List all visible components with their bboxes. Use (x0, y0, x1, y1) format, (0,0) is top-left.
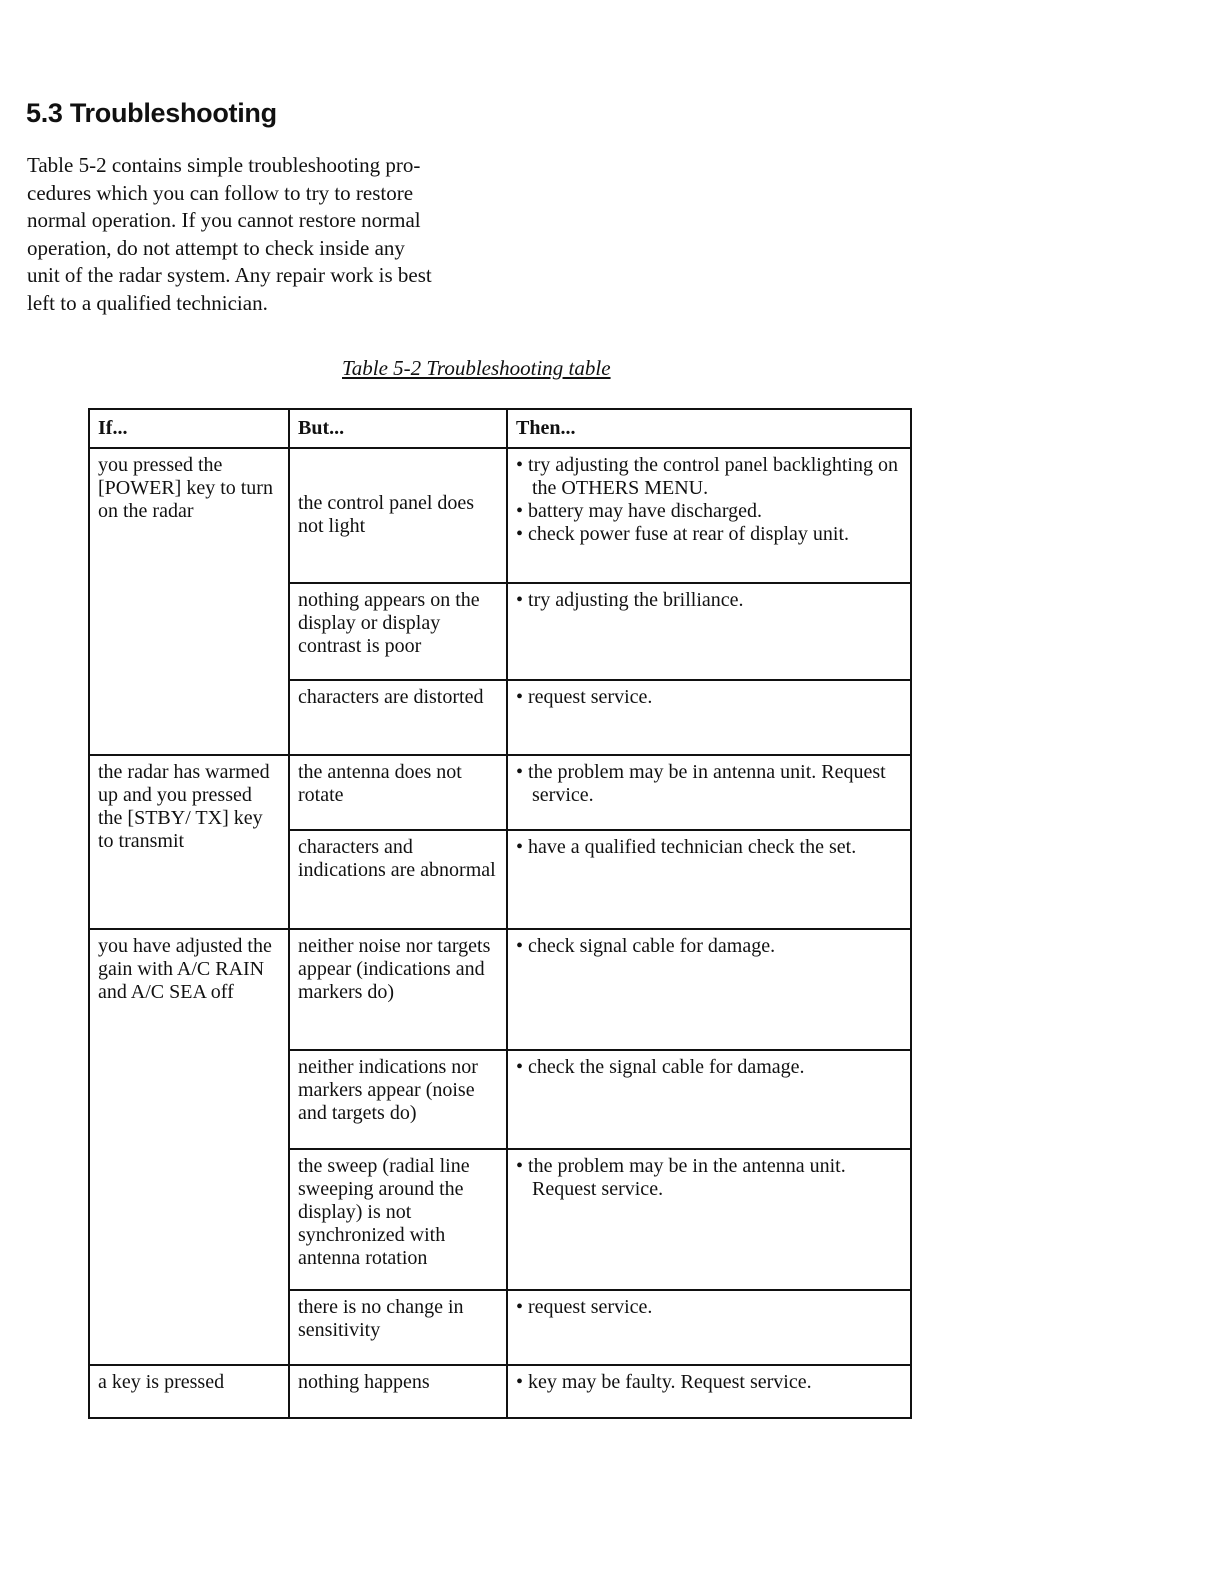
cell-but: there is no change in sensitivity (289, 1290, 507, 1365)
then-item: • the problem may be in the antenna unit. Request service. (516, 1155, 902, 1201)
intro-line: left to a qualified technician. (27, 290, 268, 315)
then-item: • try adjusting the control panel backlighting on the OTHERS MENU. (516, 454, 902, 500)
header-if: If... (89, 409, 289, 448)
cell-but: nothing happens (289, 1365, 507, 1418)
troubleshooting-table (88, 408, 912, 1419)
intro-paragraph (27, 152, 477, 317)
then-list (516, 761, 902, 807)
table-caption: Table 5-2 Troubleshooting table (342, 356, 611, 380)
cell-then (507, 583, 911, 680)
intro-line: unit of the radar system. Any repair work is best (27, 263, 432, 287)
table-header-row (89, 409, 911, 448)
cell-but: the control panel does not light (289, 448, 507, 583)
cell-but: the sweep (radial line sweeping around the display) is not synchronized with antenna rotation (289, 1149, 507, 1290)
cell-then (507, 929, 911, 1050)
cell-but: characters are distorted (289, 680, 507, 755)
table-body (89, 448, 911, 1418)
then-item: • have a qualified technician check the set. (516, 836, 902, 859)
then-item: • request service. (516, 1296, 902, 1319)
cell-but: neither noise nor targets appear (indications and markers do) (289, 929, 507, 1050)
then-list (516, 1155, 902, 1201)
cell-then (507, 1365, 911, 1418)
cell-but: nothing appears on the display or display contrast is poor (289, 583, 507, 680)
header-then: Then... (507, 409, 911, 448)
table-row (89, 448, 911, 583)
cell-then (507, 1149, 911, 1290)
intro-line: operation, do not attempt to check inside any (27, 235, 405, 260)
then-item: • key may be faulty. Request service. (516, 1371, 902, 1394)
intro-line: cedures which you can follow to try to restore (27, 180, 414, 205)
cell-if: you have adjusted the gain with A/C RAIN and A/C SEA off (89, 929, 289, 1365)
then-list (516, 1371, 902, 1394)
cell-then (507, 755, 911, 830)
table-row (89, 755, 911, 830)
then-item: • check power fuse at rear of display unit. (516, 523, 902, 546)
cell-if: you pressed the [POWER] key to turn on the radar (89, 448, 289, 755)
then-item: • the problem may be in antenna unit. Request service. (516, 761, 902, 807)
then-list (516, 935, 902, 958)
then-list (516, 454, 902, 546)
cell-but: characters and indications are abnormal (289, 830, 507, 929)
then-list (516, 1056, 902, 1079)
intro-line: Table 5-2 contains simple troubleshooting pro- (27, 153, 421, 177)
cell-then (507, 830, 911, 929)
cell-then (507, 1050, 911, 1149)
cell-then (507, 1290, 911, 1365)
intro-line: normal operation. If you cannot restore normal (27, 208, 421, 232)
then-list (516, 1296, 902, 1319)
cell-if: the radar has warmed up and you pressed the [STBY/ TX] key to transmit (89, 755, 289, 929)
table-row (89, 1365, 911, 1418)
then-item: • try adjusting the brilliance. (516, 589, 902, 612)
table-row (89, 929, 911, 1050)
then-item: • check signal cable for damage. (516, 935, 902, 958)
cell-if: a key is pressed (89, 1365, 289, 1418)
then-list (516, 686, 902, 709)
cell-then (507, 680, 911, 755)
cell-but: neither indications nor markers appear (noise and targets do) (289, 1050, 507, 1149)
header-but: But... (289, 409, 507, 448)
then-list (516, 589, 902, 612)
section-heading: 5.3 Troubleshooting (26, 98, 277, 128)
then-list (516, 836, 902, 859)
then-item: • check the signal cable for damage. (516, 1056, 902, 1079)
cell-then (507, 448, 911, 583)
cell-but: the antenna does not rotate (289, 755, 507, 830)
then-item: • battery may have discharged. (516, 500, 902, 523)
then-item: • request service. (516, 686, 902, 709)
